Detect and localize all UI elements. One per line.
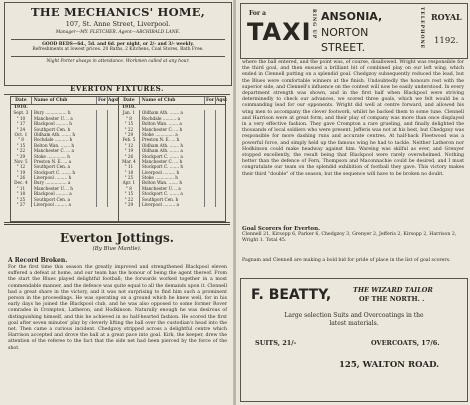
beatty-tag-2: OF THE NORTH. . [359,295,425,303]
fixture-club: Southport Cen. h [32,127,97,132]
fixture-date: Nov. 5 [11,159,32,164]
header-against: Agst [216,98,227,103]
header-date: Date [119,97,140,104]
fixture-club: Rochdale .......... a [140,116,205,121]
fixture-date: " 8 [11,137,32,142]
jottings-byline: (By Blue Mantle). [92,246,142,252]
fixtures-year: 1910. [122,105,136,110]
fixture-club: Southport Cen. a [32,197,97,202]
fixture-club: Stoke .............. h [140,175,205,180]
taxi-ring-up: RING UP [311,9,316,40]
fixtures-header [119,97,226,105]
fixtures-header [11,97,118,105]
fixture-for [205,202,216,207]
fixture-club: Preston N. E. ... h [140,137,205,142]
fixture-date: " 11 [11,186,32,191]
fixture-date: " 29 [119,132,140,137]
beatty-line-1: Large selection Suits and Overcoatings in the [284,312,424,319]
fixture-date: " 12 [11,164,32,169]
fixture-date: " 27 [11,202,32,207]
fixture-row [11,202,118,207]
fixtures-table [10,96,226,222]
fixture-for [97,202,108,207]
fixture-club: Stockport C. ....... h [32,170,97,175]
fixture-date: " 25 [11,197,32,202]
header-against: Agst [108,98,119,103]
fixture-club: Southport Cen. h [140,197,205,202]
ad-porter: Night Porter always in attendance. Workmen called at any hour. [46,58,190,64]
taxi-norton: NORTON [321,26,369,39]
fixture-club: Bolton Wan. ....... h [140,180,205,185]
fixture-date: " 11 [119,164,140,169]
fixture-club: Bolton Wan. ....... a [140,121,205,126]
fixture-club: Stockport C. ....... a [140,191,205,196]
jottings-body: For the first time this season the greatly improved and strengthened Blackpool eleven suffered a defeat at home, and our team has the honour of being the agent thereof. From the start the Blues played delightful football; the forwards worked together in a most commendable manner, and the defence was quite equal to all the demands upon it. Clennell had a great share in the victory, and it was not surprising to find him such a prominent person in the proceedings. He was operating on a ground which he knew well, for in his early days he joined the Blackpool club, and he was also opposed to some former Rover comrades in Crompton, Latheron, and Hodkinson. Naturally enough he was desirous of distinguishing himself, and this he achieved in no half-hearted fashion. He scored the first goal after seven minutes' play by cleverly lifting the ball over the custodian's head into the net. Then came a curious incident. Chedgzoy stripped across a delightful centre which Harrison accepted and drove the ball at a great pace into goal. Kirk, the keeper, drew the attention of the referee to the fact that the side net had been pierced by the force of the shot. [8,265,228,351]
fixture-club: Stockport C. ....... h [140,164,205,169]
ad-address: 107, St. Anne Street, Liverpool. [65,20,171,28]
fixture-date: Sept. 3 [11,110,32,115]
fixture-date: " 19 [119,148,140,153]
ad-divider [11,39,225,40]
fixture-club: Liverpool ......... h [140,170,205,175]
ad-managers: Manager—MY. FLETCHER. Agent—ARCHIBALD LANE. [55,30,181,35]
fixture-date: " 26 [119,154,140,159]
fixture-date: Apr. 1 [119,180,140,185]
taxi-number: 1192. [434,36,459,46]
fixture-club: Liverpool ......... h [32,175,97,180]
jottings-divider [4,222,230,225]
fixture-club: Blackpool ......... h [32,121,97,126]
match-report-body: where the ball entered, and the point was, of course, disallowed. Wright was responsible for the third goal, and then ensued a brilliant bit of combined play on our left wing, which ended in Clennell putting on a splendid goal. Chedgzoy subsequently reduced the lead, but the Blues were comfortable winners at the finish. Undoubtedly the honours rest with the superior side, and Clennell's influence on the contest will now be easily understood. In every department strength was shown, and in the first half when Blackpool were striving determinedly to check our advances, we scored three goals, which we felt would be a commanding lead for our opponents. Wright did well at centre forward, and allowed his wing men to accompany the clever footwork, whilst he backed them to some tune. Clennell and Harrison were at great form, and their play of company was more than once displayed in a very effective fashion. They gave Crompton a rare grueling, and finally delighted the thousands of local soldiers who were present. Jefferis was not at his best, but Chedgzoy was responsible for more dashing runs and accurate centres. At half-back Fleetwood was a powerful force, and simply held up the famous wing he had to tackle. Neither Latheron nor Hodkinson could make headway against him. Wareing was skilful as ever, and Grenyer stopped excellently, the result being that Blackpool were rarely overwhelmed. Nothing better than the defence of Fern, Thompson and Maconnachie could be desired, and I must congratulate our team on the splendid exhibition of football they gave. This victory makes their third "double" of the season, but the sequence will have to be broken no doubt. [242,60,464,177]
fixture-date: " 18 [11,191,32,196]
fixture-date: " 8 [119,186,140,191]
fixtures-title: EVERTON FIXTURES. [4,84,230,95]
fixture-club: Manchester C. ... a [32,148,97,153]
fixture-club: Oldham Ath. ....... a [140,110,205,115]
fixtures-rows-right [119,110,226,207]
fixture-club: Liverpool ......... a [140,202,205,207]
fixture-date: " 18 [119,170,140,175]
fixture-date: Oct. 1 [11,132,32,137]
left-page [0,0,234,405]
fixture-date: " 24 [11,127,32,132]
header-for: For [97,98,107,103]
fixture-date: " 12 [119,143,140,148]
fixture-club: Stoke .............. h [32,154,97,159]
taxi-word: TAXI [247,18,312,46]
fixture-club: Manchester C. ... h [140,159,205,164]
fixture-against [108,202,118,207]
beatty-overcoats: OVERCOATS, 17/6. [371,339,440,347]
closing-note: Pagnam and Clennell are making a bold bid for pride of place in the list of goal scorers. [242,258,451,263]
jottings-title: Everton Jottings. [60,231,174,245]
ad-title: THE MECHANICS' HOME, [31,5,205,19]
beatty-tag-1: THE WIZARD TAILOR [353,286,433,294]
fixture-club: Manchester U. .. h [32,186,97,191]
fixture-club: Southport Cen. a [32,164,97,169]
fixtures-year: 1910. [14,105,28,110]
fixture-club: Stoke .............. a [140,132,205,137]
header-for: For [205,98,215,103]
fixture-row [119,202,226,207]
beatty-suits: SUITS, 21/- [255,339,297,347]
fixture-date: " 8 [119,116,140,121]
fixture-date: Dec. 4 [11,180,32,185]
taxi-telephone: TELEPHONE [419,7,424,50]
fixture-date: " 15 [119,121,140,126]
ad-divider-2 [11,56,225,57]
fixture-date: Jan. 1 [119,110,140,115]
fixture-club: Bury ................ a [32,180,97,185]
fixture-date: Feb. 5 [119,137,140,142]
fixture-club: Oldham Ath. ....... h [32,132,97,137]
fixture-date: " 25 [119,175,140,180]
fixture-club: Liverpool ......... a [32,202,97,207]
taxi-for-a: For a [249,10,267,17]
fixture-club: Oldham Ath. ....... a [140,148,205,153]
fixtures-column-right [119,97,226,221]
fixture-club: Oldham Ath. ....... h [140,143,205,148]
fixture-date: " 22 [119,127,140,132]
fixture-club: Manchester C. ... h [140,127,205,132]
fixture-date: " 22 [11,148,32,153]
fixture-date: " 22 [119,197,140,202]
fixture-date: " 15 [119,191,140,196]
fixture-against [216,202,226,207]
taxi-ansonia: ANSONIA, [321,10,383,23]
taxi-ad [240,3,468,59]
fixture-date: " 29 [11,154,32,159]
fixture-date: " 15 [11,143,32,148]
fixtures-rows-left [11,110,118,207]
goal-scorers [242,226,464,244]
goal-scorers-text: Clennell 21, Kirsopp 6, Parker 6, Chedgzoy 3, Grenyer 2, Jefferis 2, Kirsopp 2, Harrison 2, Wright 1. Total 45. [242,232,457,244]
fixture-date: Mar. 4 [119,159,140,164]
fixture-club: Bury ................ h [32,110,97,115]
mechanics-home-ad [4,2,232,86]
jottings-subhead: A Record Broken. [8,257,68,264]
right-page [236,0,470,405]
beatty-name: F. BEATTY, [251,287,332,303]
fixture-date: " 26 [11,175,32,180]
header-date: Date [11,97,32,104]
jottings-section [4,222,230,352]
fixture-club: Preston N. E. ... a [32,159,97,164]
taxi-street: STREET. [321,41,366,54]
fixture-club: Manchester U. .. a [32,116,97,121]
fixture-date: " 10 [11,116,32,121]
fixture-club: Rochdale .......... h [32,137,97,142]
fixture-date: " 17 [11,121,32,126]
beatty-ad [240,278,468,402]
fixture-date: " 29 [119,202,140,207]
fixture-club: Stockport C. ....... a [140,154,205,159]
header-club: Name of Club [32,97,97,104]
header-club: Name of Club [140,97,205,104]
fixture-club: Blackpool ......... a [32,191,97,196]
fixtures-column-left [11,97,119,221]
ad-refreshments: Refreshments at lowest prices. 20 Baths, 2 Kitchens, Coal Stores, Bath Free. [32,47,204,53]
fixture-club: Manchester U. .. a [140,186,205,191]
beatty-line-2: latest materials. [329,320,379,327]
taxi-royal: ROYAL [431,12,462,22]
fixture-club: Bolton Wan. ....... h [32,143,97,148]
goal-scorers-heading: Goal Scorers for Everton. [242,226,320,232]
fixture-date: " 19 [11,170,32,175]
ad-beds: GOOD BEDS—6d., 5d. and 6d. per night, or 2/- and 3/- weekly. [42,41,194,47]
beatty-address: 125, WALTON ROAD. [339,360,440,370]
